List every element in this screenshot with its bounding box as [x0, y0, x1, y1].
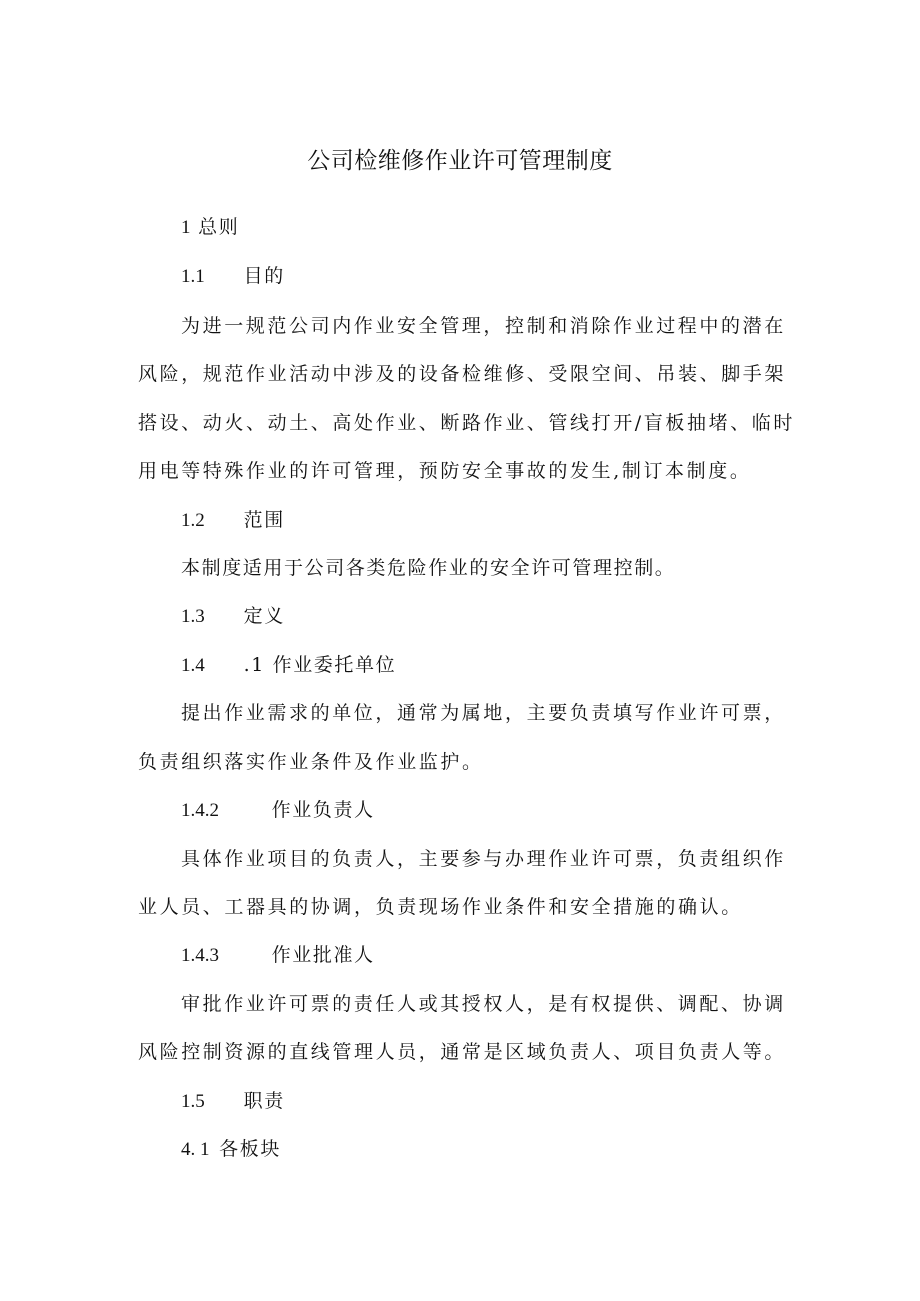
heading-1-5	[181, 1086, 841, 1117]
paragraph-line: 审批作业许可票的责任人或其授权人，是有权提供、调配、协调	[181, 993, 786, 1015]
heading-1-4-2	[181, 795, 841, 826]
heading-text: 定义	[243, 605, 285, 627]
heading-text: 总则	[198, 216, 240, 238]
heading-1-1	[181, 261, 841, 292]
heading-text: 作业负责人	[271, 799, 375, 821]
paragraph-line: 搭设、动火、动土、高处作业、断路作业、管线打开/盲板抽堵、临时	[138, 412, 796, 434]
paragraph-line: 业人员、工器具的协调，负责现场作业条件和安全措施的确认。	[138, 896, 743, 918]
heading-text: 职责	[243, 1090, 285, 1112]
paragraph-line: 提出作业需求的单位，通常为属地，主要负责填写作业许可票，	[181, 702, 786, 724]
heading-number: 1.2	[181, 510, 205, 531]
paragraph-line: 具体作业项目的负责人，主要参与办理作业许可票，负责组织作	[181, 848, 786, 870]
heading-1-2	[181, 505, 841, 536]
heading-number: 1.4.3	[181, 945, 219, 966]
paragraph-line: 为进一规范公司内作业安全管理，控制和消除作业过程中的潜在	[181, 315, 786, 337]
paragraph-line: 用电等特殊作业的许可管理，预防安全事故的发生,制订本制度。	[138, 460, 752, 482]
paragraph-line: 风险，规范作业活动中涉及的设备检维修、受限空间、吊装、脚手架	[138, 363, 787, 385]
heading-number: 4. 1	[181, 1139, 210, 1160]
heading-text: 目的	[243, 265, 285, 287]
heading-text: .1 作业委托单位	[243, 654, 397, 676]
heading-number: 1.1	[181, 266, 205, 287]
heading-1-3	[181, 601, 841, 632]
paragraph-line: 负责组织落实作业条件及作业监护。	[138, 751, 484, 773]
heading-1-4	[181, 650, 841, 681]
heading-1-4-3	[181, 940, 841, 971]
heading-number: 1.4.2	[181, 800, 219, 821]
heading-number: 1.3	[181, 606, 205, 627]
heading-text: 各板块	[219, 1138, 281, 1160]
paragraph-line: 风险控制资源的直线管理人员，通常是区域负责人、项目负责人等。	[138, 1041, 787, 1063]
heading-number: 1.5	[181, 1091, 205, 1112]
heading-number: 1	[181, 217, 191, 238]
heading-1	[181, 212, 841, 243]
heading-text: 范围	[243, 509, 285, 531]
paragraph-line: 本制度适用于公司各类危险作业的安全许可管理控制。	[181, 557, 676, 579]
heading-number: 1.4	[181, 655, 205, 676]
heading-4-1	[181, 1134, 841, 1165]
heading-text: 作业批准人	[271, 944, 375, 966]
document-title: 公司检维修作业许可管理制度	[307, 148, 613, 174]
